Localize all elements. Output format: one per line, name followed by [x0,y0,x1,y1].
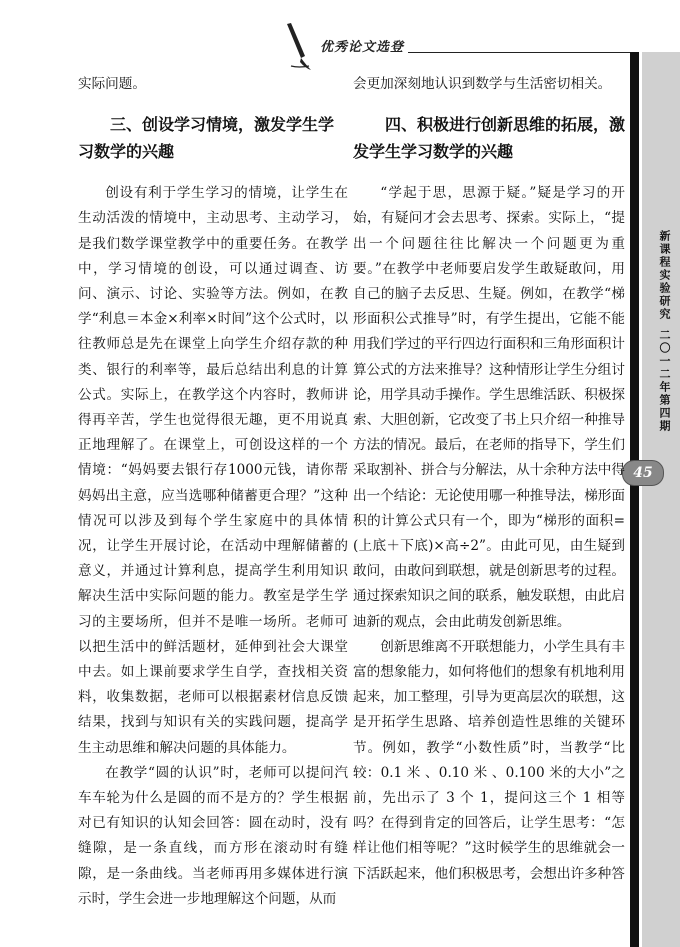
brush-icon [283,22,313,72]
right-column [353,72,625,887]
right-paragraph-2: 创新思维离不开联想能力，小学生具有丰富的想象能力，如何将他们的想象有机地利用起来，加工整理，引导为更高层次的联想，这是开拓学生思路、培养创造性思维的关键环节。例如，教学“小数性质”时，当教学“比较：0.1 米 、0.10 米 、0.100 米的大小”之前，先出示了 3 个 1，提问这三个 1 相等吗？在得到肯定的回答后，让学生思考：“怎样让他们相等呢？”这时候学生的思维就会一下活跃起来，他们积极思考，会想出许多种答 [353,638,625,882]
left-heading: 三、创设学习情境，激发学生学习数学的兴趣 [78,115,335,162]
section-title: 优秀论文选登 [320,40,405,55]
right-paragraph-top: 会更加深刻地认识到数学与生活密切相关。 [353,76,612,92]
page-badge [622,460,664,486]
issue-label: 二〇一二年第四期 [658,329,671,433]
page-number: 45 [633,465,653,481]
side-stripe [630,52,639,947]
right-paragraph-1: “学起于思，思源于疑。”疑是学习的开始，有疑问才会去思考、探索。实际上，“提出一个问题往往比解决一个问题更为重要。”在教学中老师要启发学生敢疑敢问，用自己的脑子去反思、生疑。例如，在教学“梯形面积公式推导”时，有学生提出，它能不能用我们学过的平行四边行面积和三角形面积计算公式的方法来推导？这种情形让学生分组讨论，用学具动手操作。学生思维活跃、积极探索、大胆创新，它改变了书上只介绍一种推导方法的情况。最后，在老师的指导下，学生们采取割补、拼合与分解法，从十余种方法中得出一个结论：无论使用哪一种推导法，梯形面积的计算公式只有一个，即为“梯形的面积=(上底＋下底)×高÷2”。由此可见，由生疑到敢问，由敢问到联想，就是创新思考的过程。通过探索知识之间的联系，触发联想，由此启迪新的观点，会由此萌发创新思维。 [353,185,625,630]
side-bar [630,52,680,947]
right-heading: 四、积极进行创新思维的拓展，激发学生学习数学的兴趣 [353,115,626,162]
left-column [78,72,348,912]
left-paragraph-1: 创设有利于学生学习的情境，让学生在生动活泼的情境中，主动思考、主动学习，是我们数学课堂教学中的重要任务。在教学中，学习情境的创设，可以通过调查、访问、演示、讨论、实验等方法。例如，在教学“利息＝本金×利率×时间”这个公式时，以往教师总是先在课堂上向学生介绍存款的种类、银行的利率等，最后总结出利息的计算公式。实际上，在教学这个内容时，教师讲得再辛苦，学生也觉得很无趣，更不用说真正地理解了。在课堂上，可创设这样的一个情境：“妈妈要去银行存1000元钱，请你帮妈妈出主意，应当选哪种储蓄更合理？”这种情况可以涉及到每个学生家庭中的具体情况，让学生开展讨论，在活动中理解储蓄的意义，并通过计算利息，提高学生利用知识解决生活中实际问题的能力。教室是学生学习的主要场所，但并不是唯一场所。老师可以把生活中的鲜活题材，延伸到社会大课堂中去。如上课前要求学生自学，查找相关资料，收集数据，老师可以根据素材信息反馈结果，找到与知识有关的实践问题，提高学生主动思维和解决问题的具体能力。 [78,185,348,756]
left-paragraph-2: 在教学“圆的认识”时，老师可以提问汽车车轮为什么是圆的而不是方的？学生根据对已有知识的认知会回答：圆在动时，没有缝隙，是一条直线，而方形在滚动时有缝隙，是一条曲线。当老师再用多媒体进行演示时，学生会进一步地理解这个问题，从而 [78,764,348,907]
journal-name: 新课程实验研究 [658,230,671,321]
side-stripe-gap [639,52,642,947]
header-rule [408,52,630,53]
left-paragraph-top: 实际问题。 [78,76,146,92]
